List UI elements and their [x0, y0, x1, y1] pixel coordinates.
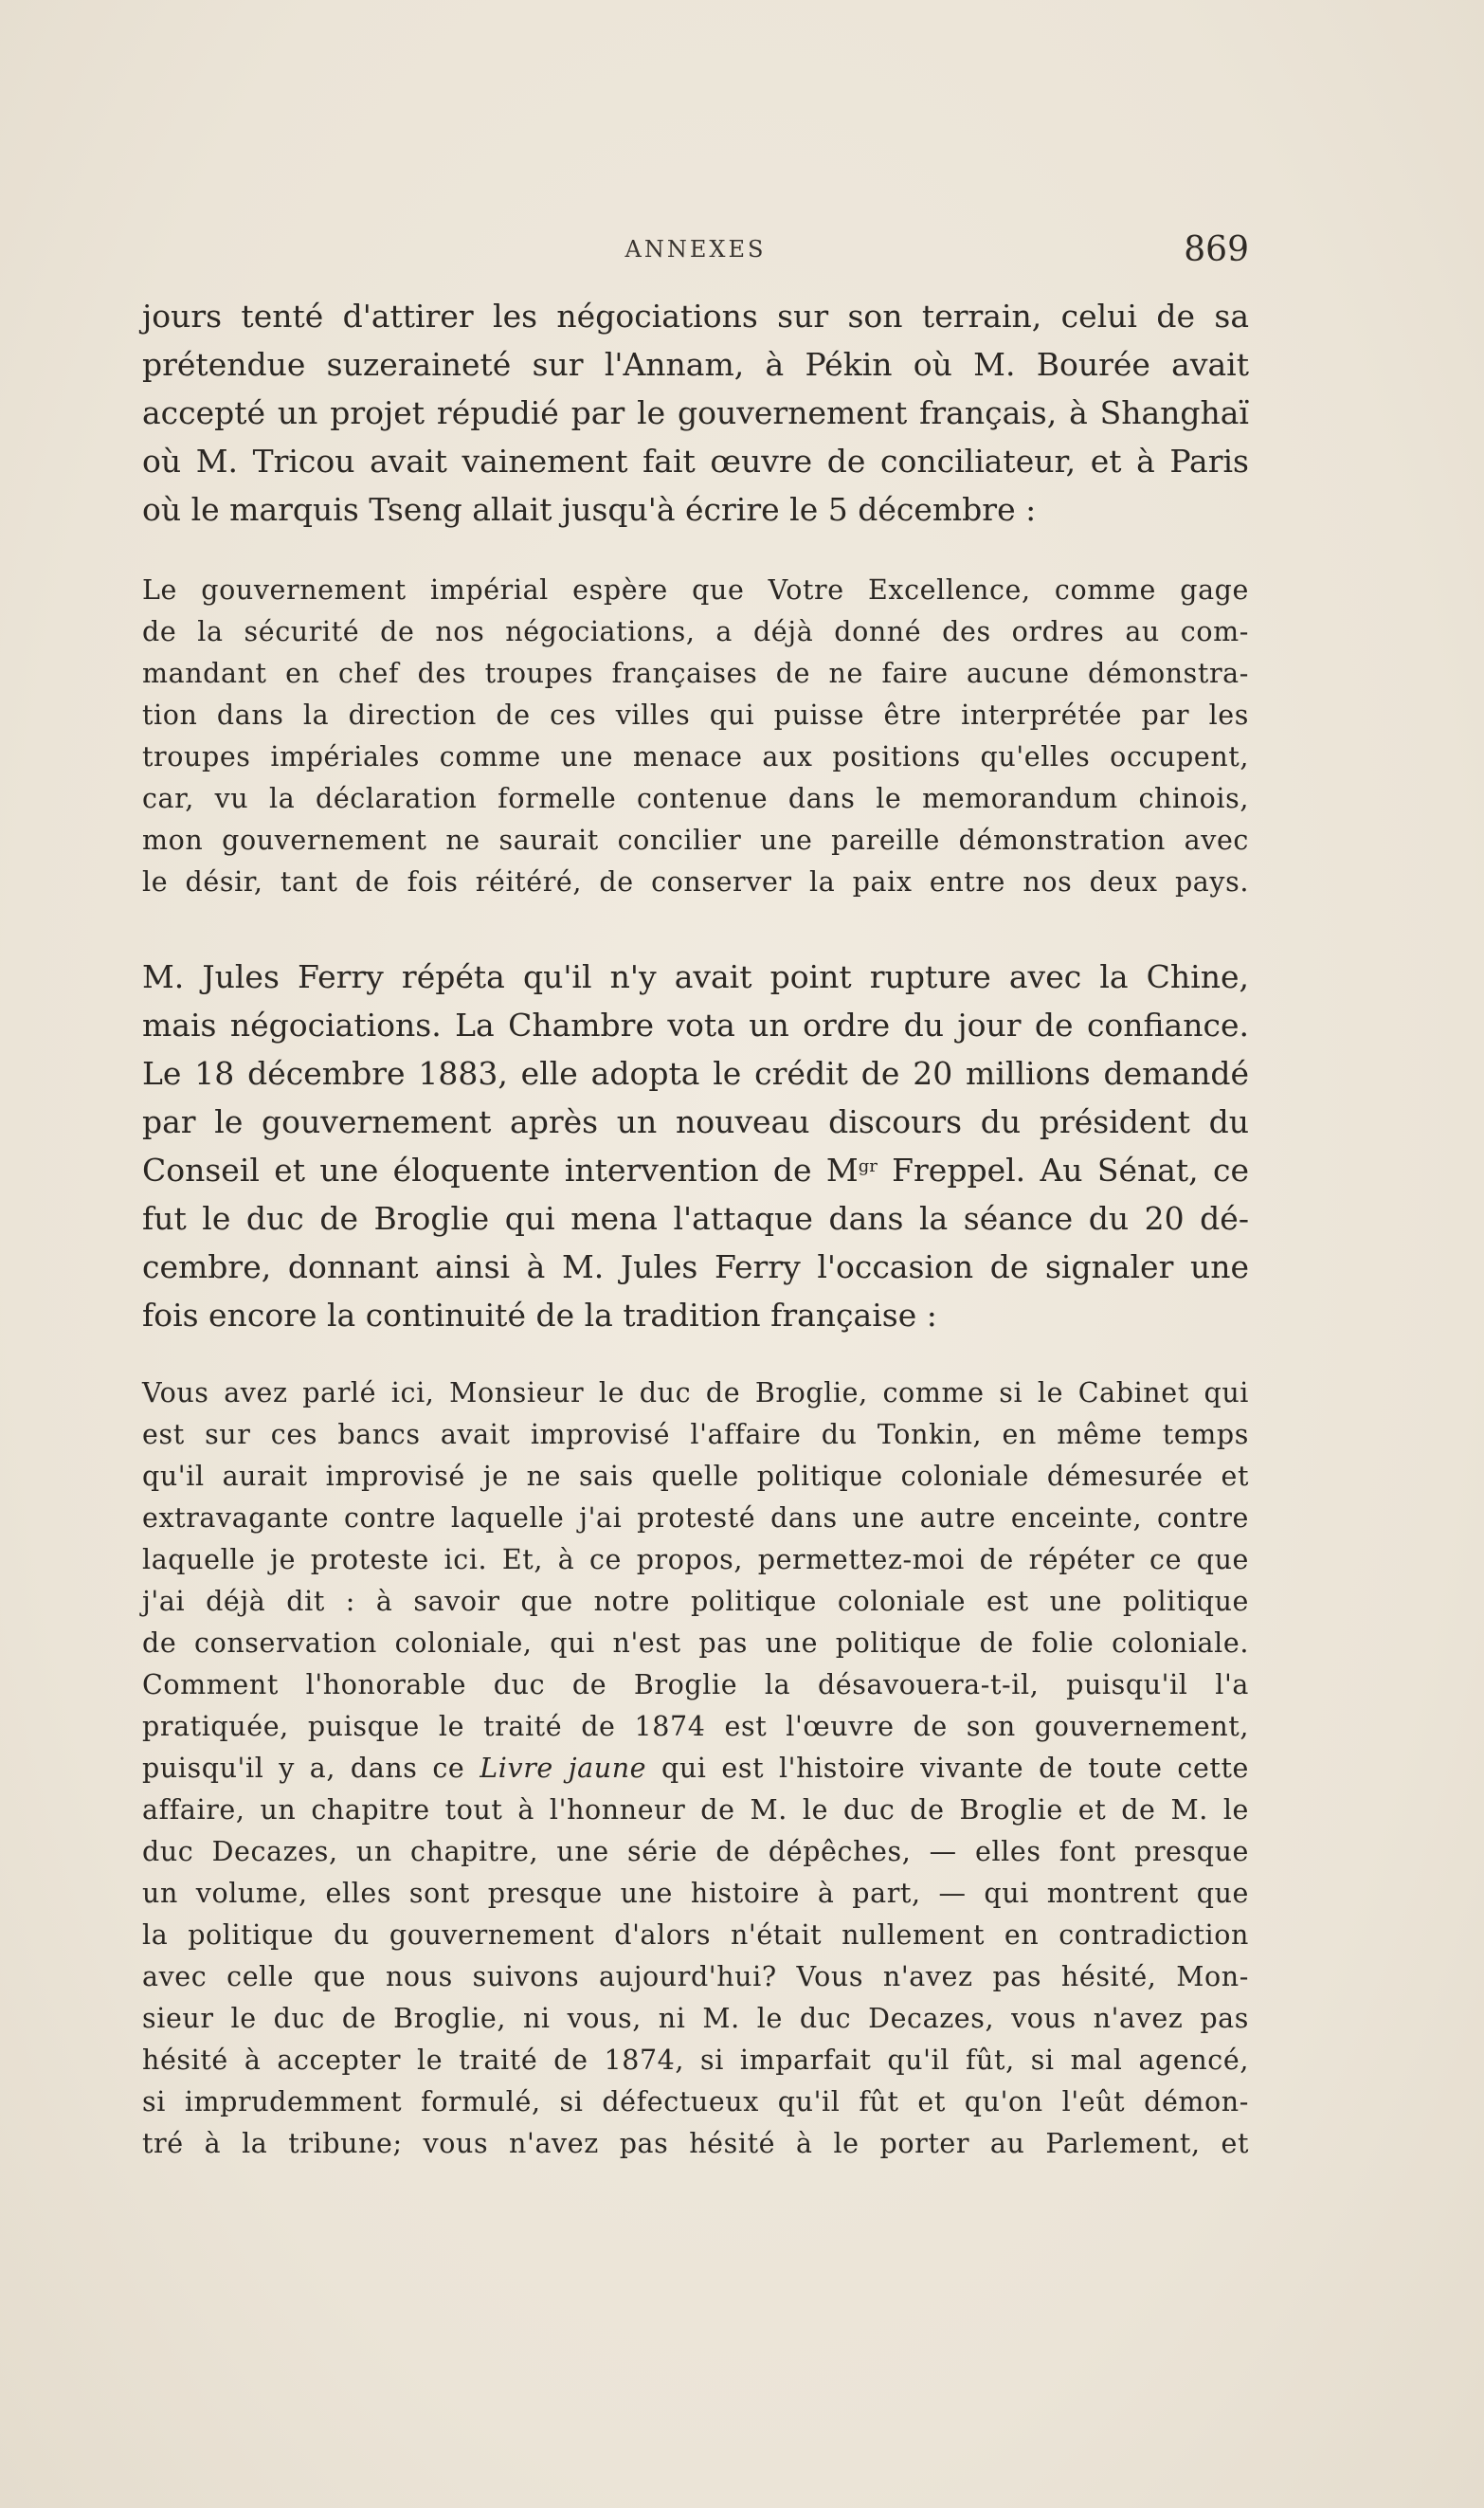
text-line: Le 18 décembre 1883, elle adopta le crédit de 20 millions demandé: [142, 1055, 1249, 1092]
text-line: jours tenté d'attirer les négociations sur son terrain, celui de sa: [142, 298, 1249, 335]
text-line: où M. Tricou avait vainement fait œuvre de conciliateur, et à Paris: [142, 443, 1249, 480]
text-line: par le gouvernement après un nouveau discours du président du: [142, 1103, 1249, 1140]
quote-line: j'ai déjà dit : à savoir que notre politique coloniale est une politique: [142, 1586, 1249, 1617]
quote-line: car, vu la déclaration formelle contenue dans le memorandum chinois,: [142, 783, 1249, 814]
quote-line: tion dans la direction de ces villes qui puisse être interprétée par les: [142, 700, 1249, 731]
quote-line: tré à la tribune; vous n'avez pas hésité à le porter au Parlement, et: [142, 2128, 1249, 2159]
quote-line: le désir, tant de fois réitéré, de conserver la paix entre nos deux pays.: [142, 866, 1249, 898]
quote-line: avec celle que nous suivons aujourd'hui? Vous n'avez pas hésité, Mon-: [142, 1961, 1249, 1992]
text-line: fois encore la continuité de la tradition française :: [142, 1297, 937, 1334]
quote-line: qu'il aurait improvisé je ne sais quelle politique coloniale démesurée et: [142, 1461, 1249, 1492]
quote-line: laquelle je proteste ici. Et, à ce propos, permettez-moi de répéter ce que: [142, 1544, 1249, 1575]
page-number: 869: [1184, 230, 1249, 269]
paragraph-continuation: [142, 292, 1249, 534]
text-line: M. Jules Ferry répéta qu'il n'y avait point rupture avec la Chine,: [142, 958, 1249, 995]
text-line-with-superscript: [142, 1146, 1249, 1194]
superscript: gr: [858, 1156, 878, 1176]
quote-line: de la sécurité de nos négociations, a déjà donné des ordres au com-: [142, 616, 1249, 647]
quote-line: troupes impériales comme une menace aux positions qu'elles occupent,: [142, 741, 1249, 772]
text-fragment: Freppel. Au Sénat, ce: [877, 1152, 1249, 1189]
quote-line: affaire, un chapitre tout à l'honneur de M. le duc de Broglie et de M. le: [142, 1794, 1249, 1826]
quote-line: Le gouvernement impérial espère que Votre Excellence, comme gage: [142, 574, 1249, 606]
quote-line: hésité à accepter le traité de 1874, si imparfait qu'il fût, si mal agencé,: [142, 2045, 1249, 2076]
italic-title: Livre jaune: [480, 1753, 647, 1784]
quote-line: est sur ces bancs avait improvisé l'affaire du Tonkin, en même temps: [142, 1419, 1249, 1450]
running-head: ANNEXES: [624, 236, 767, 263]
text-fragment: qui est l'histoire vivante de toute cette: [646, 1753, 1250, 1784]
text-line: fut le duc de Broglie qui mena l'attaque dans la séance du 20 dé-: [142, 1200, 1249, 1237]
quote-line-with-italic: [142, 1748, 1249, 1790]
quote-line: mon gouvernement ne saurait concilier une pareille démonstration avec: [142, 825, 1249, 856]
text-fragment: Conseil et une éloquente intervention de M: [142, 1152, 859, 1189]
paragraph-ferry: [142, 953, 1249, 1339]
quote-line: de conservation coloniale, qui n'est pas une politique de folie coloniale.: [142, 1627, 1249, 1659]
text-line: prétendue suzeraineté sur l'Annam, à Pékin où M. Bourée avait: [142, 346, 1249, 383]
quote-line: extravagante contre laquelle j'ai protesté dans une autre enceinte, contre: [142, 1502, 1249, 1534]
quote-line: sieur le duc de Broglie, ni vous, ni M. le duc Decazes, vous n'avez pas: [142, 2003, 1249, 2034]
page-header: [142, 230, 1249, 278]
text-fragment: puisqu'il y a, dans ce: [142, 1753, 480, 1784]
text-line: accepté un projet répudié par le gouvernement français, à Shanghaï: [142, 394, 1249, 431]
quote-line: duc Decazes, un chapitre, une série de dépêches, — elles font presque: [142, 1836, 1249, 1867]
quote-line: pratiquée, puisque le traité de 1874 est l'œuvre de son gouvernement,: [142, 1711, 1249, 1742]
quote-line: Comment l'honorable duc de Broglie la désavouera-t-il, puisqu'il l'a: [142, 1669, 1249, 1700]
quote-line: un volume, elles sont presque une histoire à part, — qui montrent que: [142, 1878, 1249, 1909]
text-line: mais négociations. La Chambre vota un ordre du jour de confiance.: [142, 1007, 1249, 1044]
quote-line: Vous avez parlé ici, Monsieur le duc de Broglie, comme si le Cabinet qui: [142, 1377, 1249, 1408]
quote-line: si imprudemment formulé, si défectueux qu'il fût et qu'on l'eût démon-: [142, 2086, 1249, 2117]
quotation-tseng: [142, 570, 1249, 903]
quote-line: la politique du gouvernement d'alors n'était nullement en contradiction: [142, 1919, 1249, 1951]
text-line: cembre, donnant ainsi à M. Jules Ferry l'occasion de signaler une: [142, 1248, 1249, 1285]
quote-line: mandant en chef des troupes françaises de ne faire aucune démonstra-: [142, 658, 1249, 689]
quotation-ferry-speech: [142, 1372, 1249, 2165]
text-line: où le marquis Tseng allait jusqu'à écrire le 5 décembre :: [142, 491, 1037, 528]
